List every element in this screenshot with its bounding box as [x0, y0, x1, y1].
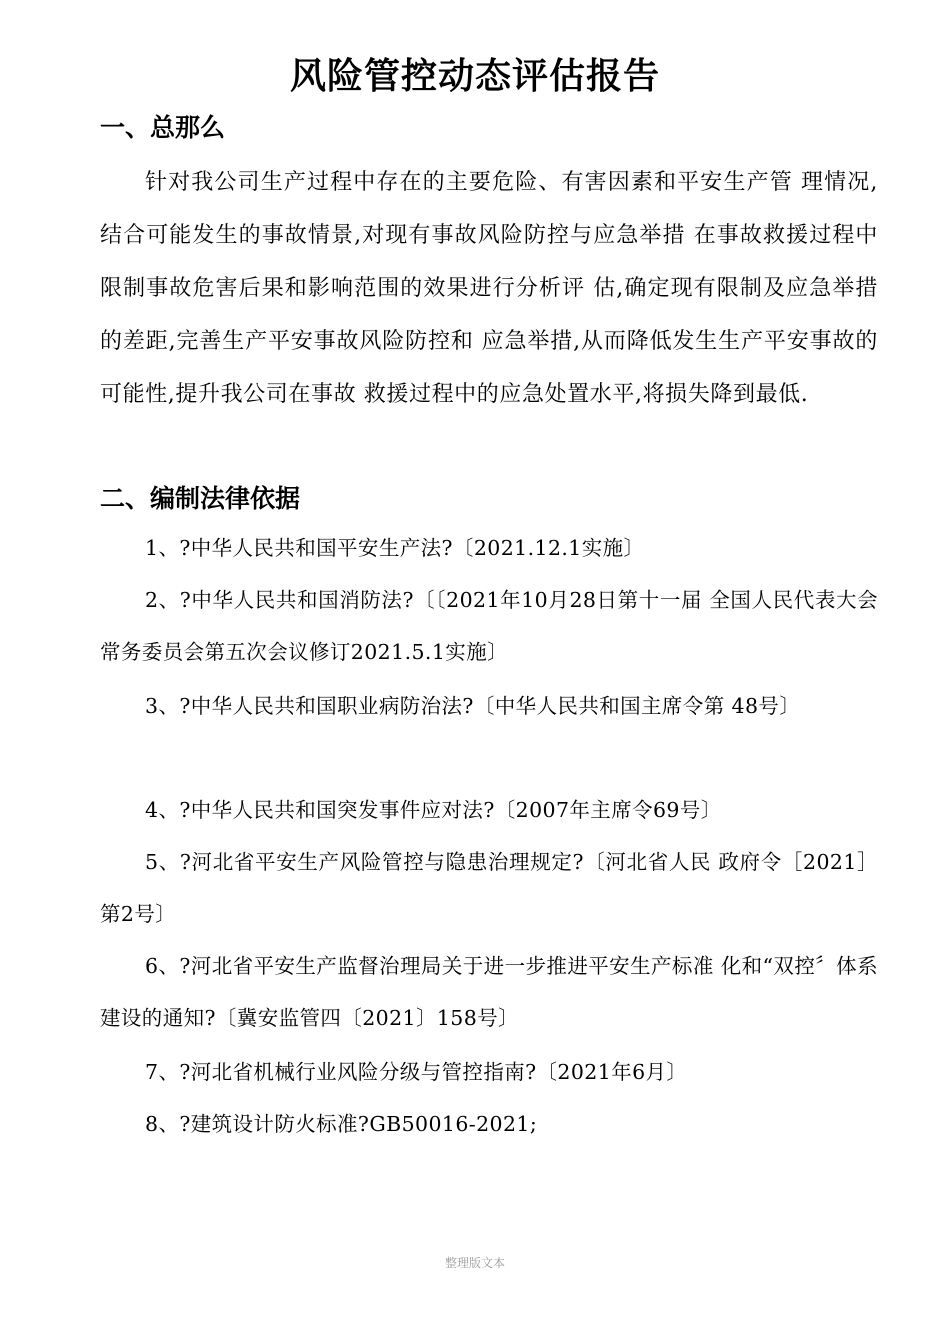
legal-basis-item: 5、?河北省平安生产风险管控与隐患治理规定?〔河北省人民 政府令［2021］第2号〕	[100, 850, 878, 926]
section-heading-overview: 一、总那么	[100, 113, 226, 142]
legal-basis-item: 2、?中华人民共和国消防法?〔〔2021年10月28日第十一届 全国人民代表大会常务委员会第五次会议修订2021.5.1实施〕	[100, 588, 878, 664]
section-heading-legal-basis: 二、编制法律依据	[100, 484, 301, 513]
overview-paragraph: 针对我公司生产过程中存在的主要危险、有害因素和平安生产管 理情况,结合可能发生的事故情景,对现有事故风险防控与应急举措 在事故救援过程中限制事故危害后果和影响范围的效果进行分析评 估,确定现有限制及应急举措的差距,完善生产平安事故风险防控和 应急举措,从而降低发生生产平安事故的可能性,提升我公司在事故 救援过程中的应急处置水平,将损失降到最低.	[100, 170, 878, 407]
legal-basis-item: 7、?河北省机械行业风险分级与管控指南?〔2021年6月〕	[145, 1060, 688, 1084]
legal-basis-item: 3、?中华人民共和国职业病防治法?〔中华人民共和国主席令第 48号〕	[145, 694, 801, 718]
legal-basis-item: 8、?建筑设计防火标准?GB50016-2021;	[145, 1112, 538, 1136]
legal-basis-item: 6、?河北省平安生产监督治理局关于进一步推进平安生产标准 化和“双控〞体系建设的通知?〔冀安监管四〔2021〕158号〕	[100, 954, 878, 1030]
document-title: 风险管控动态评估报告	[289, 55, 660, 97]
page-footer: 整理版文本	[444, 1256, 505, 1270]
legal-basis-item: 1、?中华人民共和国平安生产法?〔2021.12.1实施〕	[145, 536, 645, 560]
legal-basis-item: 4、?中华人民共和国突发事件应对法?〔2007年主席令69号〕	[145, 798, 722, 822]
